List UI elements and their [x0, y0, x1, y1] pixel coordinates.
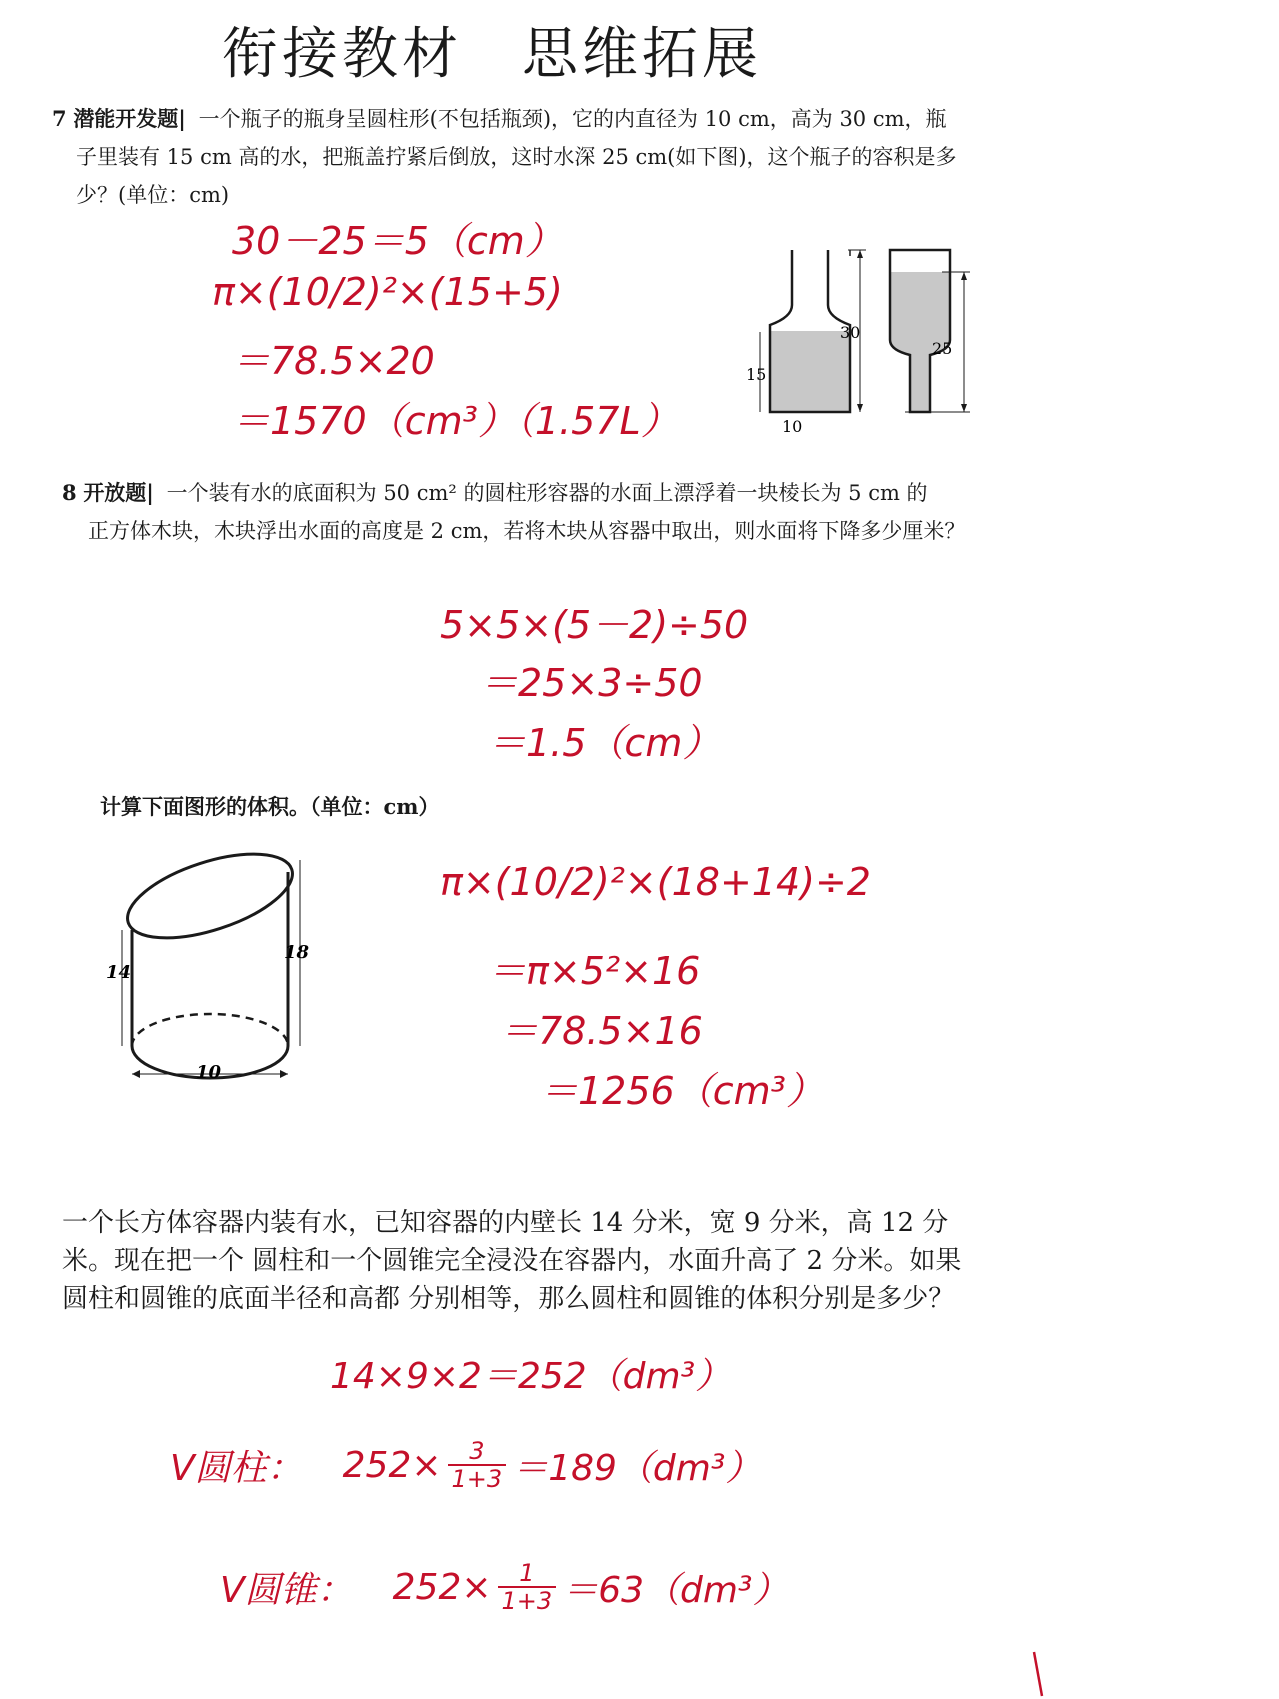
- inverted-bottle: [890, 250, 970, 412]
- label-18: 18: [284, 942, 310, 963]
- question-10-text-2: 米。现在把一个 圆柱和一个圆锥完全浸没在容器内，水面升高了 2 分米。如果: [62, 1246, 962, 1276]
- bottle-water-upright: [770, 331, 850, 412]
- question-9-text: 计算下面图形的体积。（单位：cm）: [100, 794, 440, 819]
- question-7-text-3: 少？(单位：cm): [76, 183, 230, 207]
- question-7-text-1: 一个瓶子的瓶身呈圆柱形(不包括瓶颈)，它的内直径为 10 cm，高为 30 cm，瓶: [198, 107, 947, 131]
- q9-work-2: ＝π×5²×16: [488, 949, 701, 993]
- cylinder: [106, 837, 310, 1083]
- q7-work-1: 30－25＝5（cm）: [232, 219, 563, 263]
- upright-bottle: [746, 250, 866, 436]
- q10-cone-line: [220, 1560, 788, 1614]
- q8-work-1: 5×5×(5－2)÷50: [440, 603, 749, 647]
- label-30: 30: [840, 323, 861, 342]
- label-10-cylinder: 10: [196, 1062, 222, 1083]
- label-15: 15: [746, 365, 767, 384]
- cylinder-fraction: [448, 1438, 507, 1492]
- q8-work-3: ＝1.5（cm）: [488, 721, 721, 765]
- stray-pen-mark: [1030, 1650, 1050, 1699]
- label-25: 25: [932, 339, 953, 358]
- cone-fraction-denominator: 1+3: [498, 1586, 557, 1614]
- cone-volume-label: V圆锥：: [220, 1569, 353, 1611]
- question-8-text-2: 正方体木块，木块浮出水面的高度是 2 cm，若将木块从容器中取出，则水面将下降多少厘米？: [88, 519, 966, 543]
- page-title: 衔接教材 思维拓展: [222, 22, 762, 87]
- bottle-figure: [746, 250, 1050, 465]
- cylinder-fraction-numerator: 3: [469, 1437, 485, 1465]
- cone-fraction: [498, 1560, 557, 1614]
- q9-work-3: ＝78.5×16: [500, 1009, 703, 1053]
- cylinder-fraction-denominator: 1+3: [448, 1464, 507, 1492]
- question-7-tag: 潜能开发题|: [73, 106, 186, 131]
- question-7-line1: [52, 100, 1052, 138]
- cone-fraction-numerator: 1: [519, 1559, 535, 1587]
- cone-expression: 252×: [392, 1566, 492, 1608]
- question-10: [62, 1204, 1072, 1318]
- label-14: 14: [106, 962, 132, 983]
- q8-work-2: ＝25×3÷50: [480, 661, 703, 705]
- question-8-tag: 开放题|: [83, 480, 154, 505]
- q7-work-4: ＝1570（cm³）（1.57L）: [232, 399, 679, 443]
- question-7-number: 7: [52, 106, 67, 131]
- question-8-line1: [62, 474, 1042, 512]
- q10-work-1: 14×9×2＝252（dm³）: [330, 1356, 732, 1397]
- question-8-text-1: 一个装有水的底面积为 50 cm² 的圆柱形容器的水面上漂浮着一块棱长为 5 cm 的: [166, 481, 928, 505]
- q9-work-4: ＝1256（cm³）: [540, 1069, 824, 1113]
- q7-work-2: π×(10/2)²×(15+5): [212, 270, 563, 314]
- cone-result: ＝63（dm³）: [562, 1569, 789, 1611]
- question-7: [52, 100, 1052, 214]
- q9-work-1: π×(10/2)²×(18+14)÷2: [440, 860, 871, 904]
- cylinder-result: ＝189（dm³）: [512, 1447, 762, 1489]
- slanted-cylinder-figure: [100, 838, 320, 1088]
- q10-cylinder-line: [170, 1438, 761, 1492]
- question-8: [62, 474, 1042, 550]
- label-10-bottle: 10: [782, 417, 803, 436]
- question-8-number: 8: [62, 480, 77, 505]
- q7-work-3: ＝78.5×20: [232, 339, 435, 383]
- question-10-text-1: 一个长方体容器内装有水，已知容器的内壁长 14 分米，宽 9 分米，高 12 分: [62, 1208, 949, 1238]
- question-7-text-2: 子里装有 15 cm 高的水，把瓶盖拧紧后倒放，这时水深 25 cm(如下图)，这个瓶子的容积是多: [76, 145, 957, 169]
- cylinder-expression: 252×: [342, 1444, 442, 1486]
- cylinder-volume-label: V圆柱：: [170, 1447, 303, 1489]
- question-10-text-3: 圆柱和圆锥的底面半径和高都 分别相等，那么圆柱和圆锥的体积分别是多少？: [62, 1284, 955, 1314]
